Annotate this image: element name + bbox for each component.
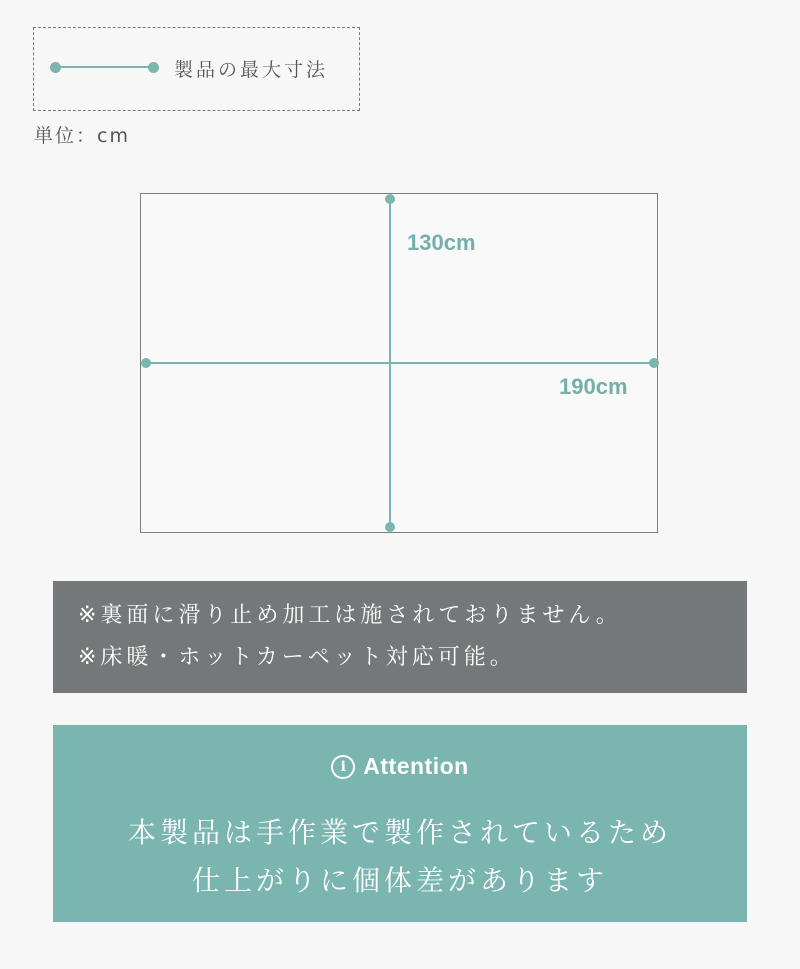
height-dot-bottom [385,522,395,532]
width-dot-left [141,358,151,368]
product-outline [140,193,658,533]
legend-dot-start [50,62,61,73]
height-dot-top [385,194,395,204]
legend-line [54,66,154,68]
attention-header [53,753,747,780]
unit-label: 単位：cm [34,125,130,147]
attention-box [53,725,747,922]
width-dimension-line [146,362,654,364]
width-dot-right [649,358,659,368]
width-label: 190cm [559,374,628,399]
info-icon: i [331,755,355,779]
note-line-1: ※裏面に滑り止め加工は施されておりません。 [78,603,622,628]
legend-box [33,27,360,111]
attention-title: Attention [363,753,469,779]
legend-dot-end [148,62,159,73]
attention-line-2: 仕上がりに個体差があります [191,864,608,897]
note-line-2: ※床暖・ホットカーペット対応可能。 [78,645,516,670]
notes-box [53,581,747,693]
attention-line-1: 本製品は手作業で製作されているため [127,816,672,849]
height-label: 130cm [407,230,476,255]
height-dimension-line [389,199,391,527]
legend-label: 製品の最大寸法 [174,59,329,81]
